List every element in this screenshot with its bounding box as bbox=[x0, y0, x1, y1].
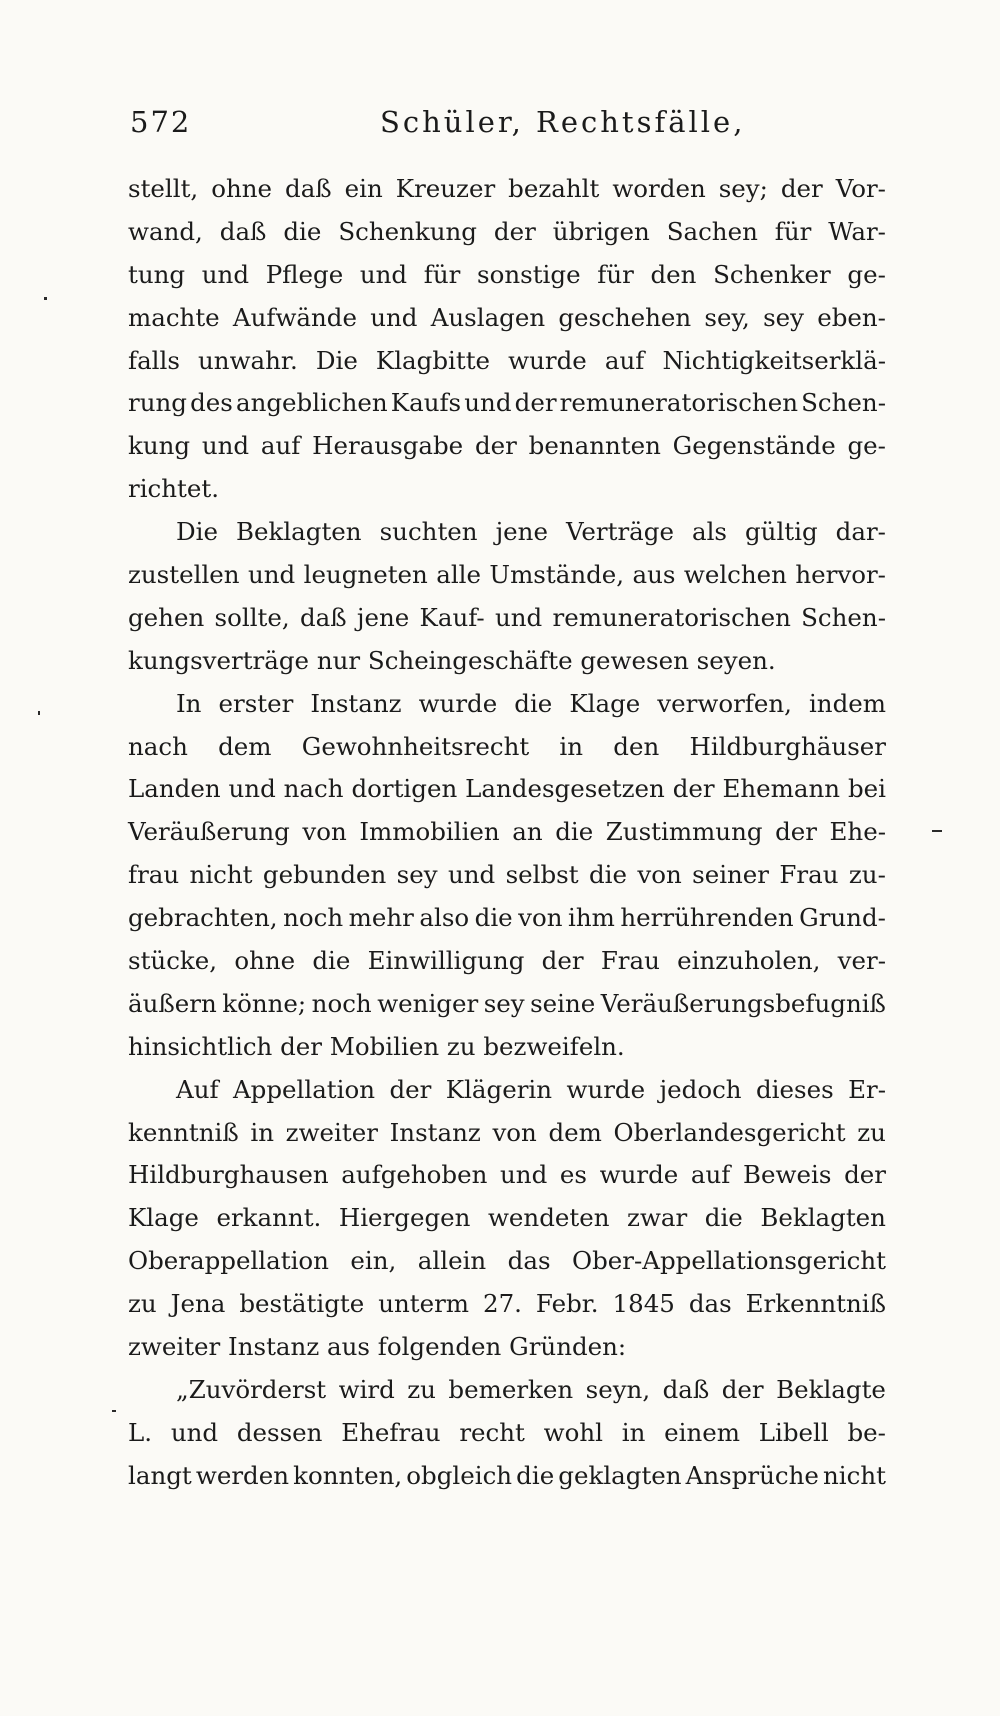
text-line: Auf Appellation der Klägerin wurde jedoch dieses Er- bbox=[176, 1074, 886, 1104]
text-line: L. und dessen Ehefrau recht wohl in einem Libell be- bbox=[128, 1417, 886, 1447]
text-line: wand, daß die Schenkung der übrigen Sachen für War- bbox=[128, 216, 886, 246]
text-line: richtet. bbox=[128, 474, 220, 504]
text-line: hinsichtlich der Mobilien zu bezweifeln. bbox=[128, 1031, 625, 1061]
text-line: Oberappellation ein, allein das Ober-Appellationsgericht bbox=[128, 1246, 886, 1276]
text-line: Klage erkannt. Hiergegen wendeten zwar die Beklagten bbox=[128, 1203, 886, 1233]
text-line: zustellen und leugneten alle Umstände, aus welchen hervor- bbox=[128, 560, 886, 590]
text-line: zu Jena bestätigte unterm 27. Febr. 1845 das Erkenntniß bbox=[128, 1289, 886, 1319]
scan-speck bbox=[38, 711, 40, 715]
running-title: Schüler, Rechtsfälle, bbox=[380, 105, 746, 139]
text-line: stellt, ohne daß ein Kreuzer bezahlt worden sey; der Vor- bbox=[128, 174, 886, 203]
text-line: Veräußerung von Immobilien an die Zustimmung der Ehe- bbox=[128, 817, 886, 847]
scan-speck bbox=[44, 297, 47, 300]
page-number: 572 bbox=[130, 105, 192, 139]
text-line: In erster Instanz wurde die Klage verworfen, indem bbox=[176, 688, 886, 718]
text-line: nach dem Gewohnheitsrecht in den Hildburghäuser bbox=[128, 731, 886, 761]
scan-speck bbox=[932, 830, 942, 832]
text-line: rung des angeblichen Kaufs und der remuneratorischen Schen- bbox=[128, 388, 886, 418]
text-line: stücke, ohne die Einwilligung der Frau einzuholen, ver- bbox=[128, 946, 886, 976]
text-line: tung und Pflege und für sonstige für den Schenker ge- bbox=[128, 259, 886, 289]
text-line: langt werden konnten, obgleich die geklagten Ansprüche nicht bbox=[128, 1460, 886, 1490]
text-line: Landen und nach dortigen Landesgesetzen der Ehemann bei bbox=[128, 774, 886, 804]
text-line: äußern könne; noch weniger sey seine Veräußerungsbefugniß bbox=[128, 988, 886, 1018]
text-line: gehen sollte, daß jene Kauf- und remuneratorischen Schen- bbox=[128, 602, 886, 632]
text-line: „Zuvörderst wird zu bemerken seyn, daß der Beklagte bbox=[176, 1374, 886, 1404]
text-line: gebrachten, noch mehr also die von ihm herrührenden Grund- bbox=[128, 903, 886, 933]
text-line: kenntniß in zweiter Instanz von dem Oberlandesgericht zu bbox=[128, 1117, 886, 1147]
text-line: Hildburghausen aufgehoben und es wurde auf Beweis der bbox=[128, 1160, 886, 1190]
text-line: machte Aufwände und Auslagen geschehen sey, sey eben- bbox=[128, 302, 886, 332]
text-body bbox=[128, 168, 886, 1498]
text-line: zweiter Instanz aus folgenden Gründen: bbox=[128, 1332, 627, 1362]
text-line: kungsverträge nur Scheingeschäfte gewesen seyen. bbox=[128, 645, 776, 675]
text-line: kung und auf Herausgabe der benannten Gegenstände ge- bbox=[128, 431, 886, 461]
text-line: frau nicht gebunden sey und selbst die von seiner Frau zu- bbox=[128, 860, 886, 890]
page-header bbox=[130, 105, 890, 145]
scan-speck bbox=[112, 1410, 116, 1412]
text-line: Die Beklagten suchten jene Verträge als gültig dar- bbox=[176, 517, 886, 547]
text-line: falls unwahr. Die Klagbitte wurde auf Nichtigkeitserklä- bbox=[128, 345, 886, 375]
